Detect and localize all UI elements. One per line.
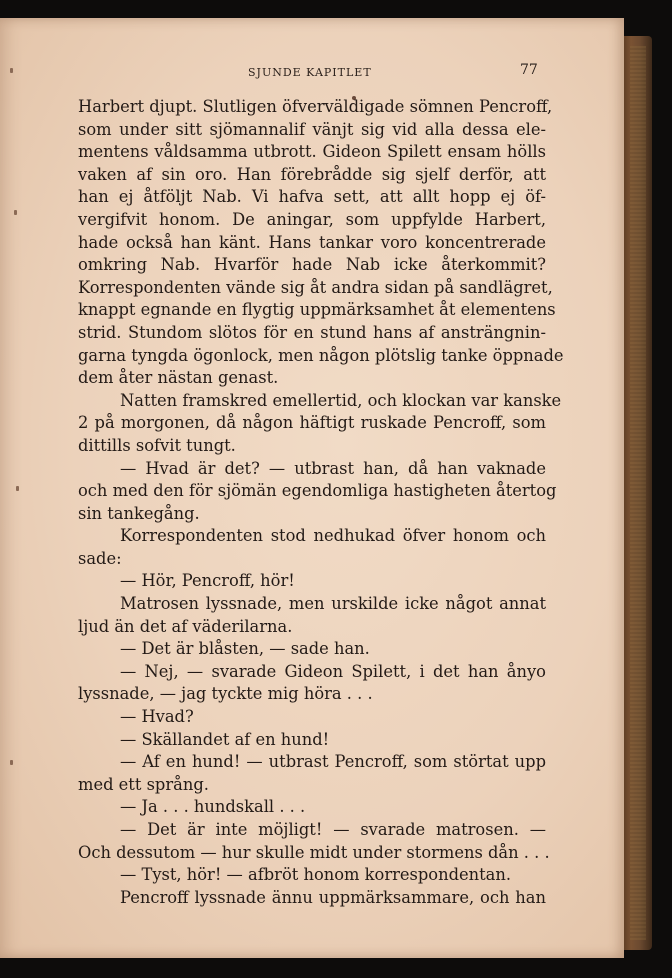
text-line: — Ja . . . hundskall . . . bbox=[120, 797, 306, 817]
page-number: 77 bbox=[520, 62, 538, 78]
text-line: vaken af sin oro. Han förebrådde sig sjelf derför, att bbox=[78, 164, 546, 184]
text-line: han ej åtföljt Nab. Vi hafva sett, att allt hopp ej öf- bbox=[78, 187, 546, 207]
text-line: knappt egnande en flygtig uppmärksamhet åt elementens bbox=[78, 300, 556, 320]
text-line: Och dessutom — hur skulle midt under stormens dån . . . bbox=[78, 842, 550, 862]
text-line: — Hvad? bbox=[120, 707, 194, 727]
text-line: garna tyngda ögonlock, men någon plötslig tanke öppnade bbox=[78, 345, 564, 365]
text-line: och med den för sjömän egendomliga hastigheten återtog bbox=[78, 481, 557, 501]
body-text bbox=[78, 96, 564, 909]
text-line: lyssnade, — jag tyckte mig höra . . . bbox=[78, 684, 373, 704]
margin-mark bbox=[14, 210, 17, 215]
text-line: — Hör, Pencroff, hör! bbox=[120, 571, 295, 591]
text-line: Korrespondenten stod nedhukad öfver honom och bbox=[120, 526, 546, 546]
text-line: — Skällandet af en hund! bbox=[120, 729, 330, 749]
text-line: Natten framskred emellertid, och klockan var kanske bbox=[120, 390, 562, 410]
text-line: som under sitt sjömannalif vänjt sig vid alla dessa ele- bbox=[78, 119, 546, 139]
text-line: — Hvad är det? — utbrast han, då han vaknade bbox=[120, 458, 546, 478]
text-line: hade också han känt. Hans tankar voro koncentrerade bbox=[78, 232, 546, 252]
book-page bbox=[0, 18, 624, 958]
text-line: — Nej, — svarade Gideon Spilett, i det han ånyo bbox=[120, 661, 546, 681]
text-line: — Tyst, hör! — afbröt honom korrespondentan. bbox=[120, 865, 512, 885]
text-line: 2 på morgonen, då någon häftigt ruskade Pencroff, som bbox=[78, 413, 546, 433]
text-line: mentens våldsamma utbrott. Gideon Spilett ensam hölls bbox=[78, 142, 546, 162]
margin-mark bbox=[16, 486, 19, 491]
text-line: sade: bbox=[78, 548, 122, 568]
margin-mark bbox=[10, 760, 13, 765]
text-line: dem åter nästan genast. bbox=[78, 368, 279, 388]
text-line: strid. Stundom slötos för en stund hans af ansträngnin- bbox=[78, 322, 546, 342]
margin-mark bbox=[10, 68, 13, 73]
text-line: — Det är blåsten, — sade han. bbox=[120, 639, 370, 659]
text-line: — Af en hund! — utbrast Pencroff, som störtat upp bbox=[120, 752, 546, 772]
text-line: omkring Nab. Hvarför hade Nab icke återkommit? bbox=[78, 255, 546, 275]
running-head: SJUNDE KAPITLET bbox=[248, 66, 372, 79]
text-line: — Det är inte möjligt! — svarade matrosen. — bbox=[120, 820, 546, 839]
text-line: sin tankegång. bbox=[78, 503, 200, 523]
text-line: vergifvit honom. De aningar, som uppfylde Harbert, bbox=[78, 209, 546, 229]
text-line: dittills sofvit tungt. bbox=[78, 435, 236, 455]
text-line: ljud än det af väderilarna. bbox=[78, 616, 293, 636]
text-line: med ett språng. bbox=[78, 774, 209, 794]
text-line: Matrosen lyssnade, men urskilde icke något annat bbox=[120, 594, 546, 614]
text-line: Korrespondenten vände sig åt andra sidan på sandlägret, bbox=[78, 277, 553, 297]
book-edge bbox=[622, 36, 652, 950]
page-header bbox=[0, 62, 624, 82]
text-line: Harbert djupt. Slutligen öfverväldigade sömnen Pencroff, bbox=[78, 97, 553, 116]
text-line: Pencroff lyssnade ännu uppmärksammare, och han bbox=[120, 887, 546, 907]
